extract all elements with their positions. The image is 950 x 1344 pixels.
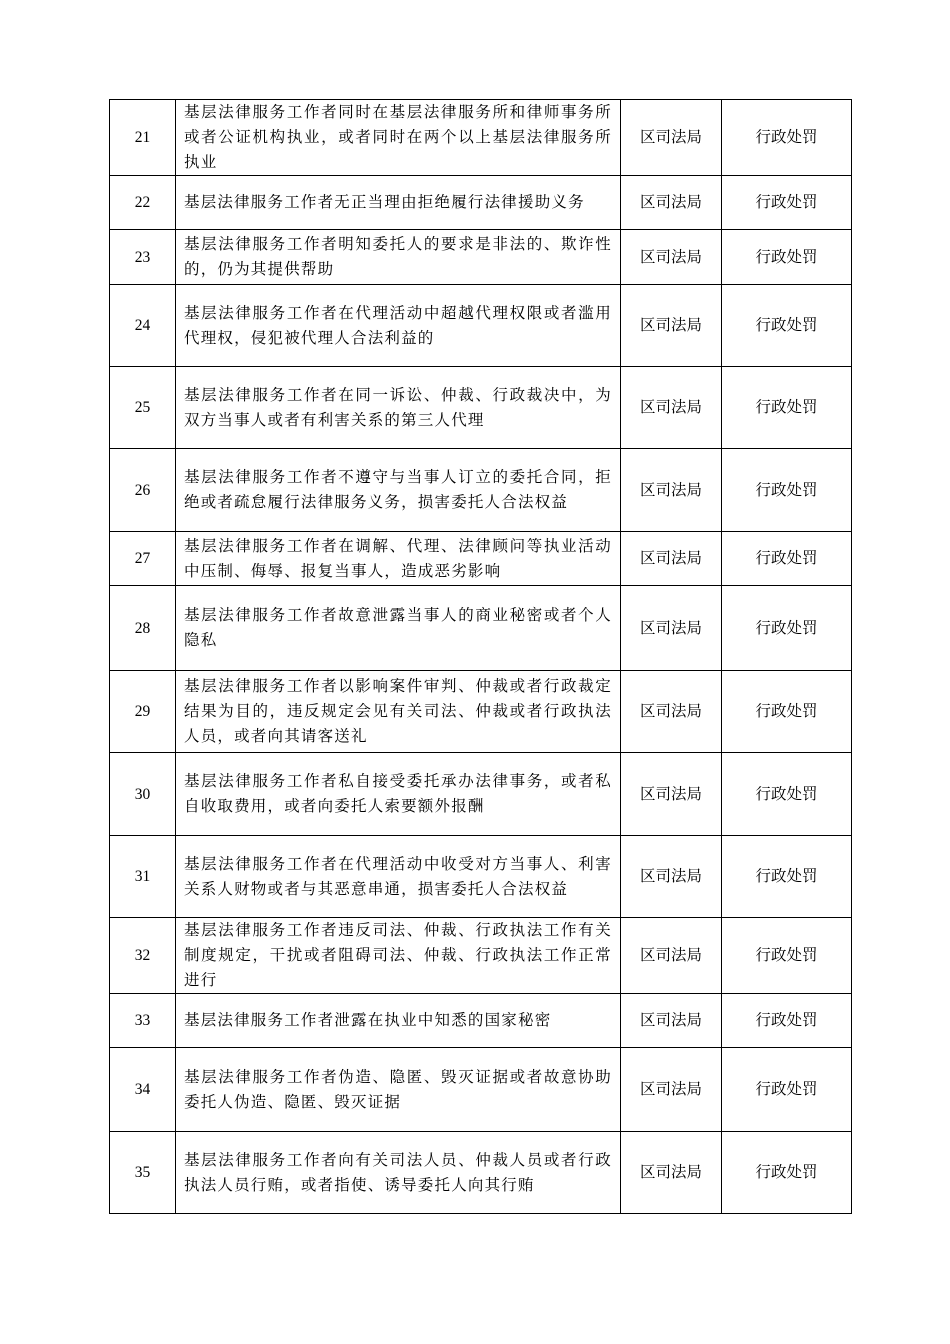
row-description: 基层法律服务工作者同时在基层法律服务所和律师事务所或者公证机构执业，或者同时在两个以上基层法律服务所执业 (176, 100, 621, 176)
row-description: 基层法律服务工作者在代理活动中收受对方当事人、利害关系人财物或者与其恶意串通，损害委托人合法权益 (176, 836, 621, 918)
row-description: 基层法律服务工作者在同一诉讼、仲裁、行政裁决中，为双方当事人或者有利害关系的第三人代理 (176, 367, 621, 449)
row-type: 行政处罚 (722, 1048, 852, 1132)
table-row (110, 449, 852, 532)
row-type: 行政处罚 (722, 994, 852, 1048)
table-row (110, 918, 852, 994)
row-number: 31 (110, 836, 176, 918)
row-type: 行政处罚 (722, 367, 852, 449)
row-description: 基层法律服务工作者在调解、代理、法律顾问等执业活动中压制、侮辱、报复当事人，造成恶劣影响 (176, 532, 621, 586)
row-type: 行政处罚 (722, 532, 852, 586)
table-row (110, 532, 852, 586)
row-department: 区司法局 (621, 1048, 722, 1132)
row-type: 行政处罚 (722, 1132, 852, 1214)
row-department: 区司法局 (621, 1132, 722, 1214)
row-number: 34 (110, 1048, 176, 1132)
row-number: 26 (110, 449, 176, 532)
table-row (110, 1132, 852, 1214)
row-number: 30 (110, 753, 176, 836)
table-row (110, 176, 852, 230)
row-number: 32 (110, 918, 176, 994)
row-number: 29 (110, 671, 176, 753)
table-row (110, 285, 852, 367)
row-description: 基层法律服务工作者泄露在执业中知悉的国家秘密 (176, 994, 621, 1048)
row-description: 基层法律服务工作者不遵守与当事人订立的委托合同，拒绝或者疏怠履行法律服务义务，损害委托人合法权益 (176, 449, 621, 532)
row-type: 行政处罚 (722, 176, 852, 230)
table-row (110, 836, 852, 918)
row-department: 区司法局 (621, 449, 722, 532)
row-department: 区司法局 (621, 100, 722, 176)
table-row (110, 994, 852, 1048)
table-row (110, 367, 852, 449)
row-department: 区司法局 (621, 532, 722, 586)
row-type: 行政处罚 (722, 836, 852, 918)
row-department: 区司法局 (621, 836, 722, 918)
row-description: 基层法律服务工作者无正当理由拒绝履行法律援助义务 (176, 176, 621, 230)
row-type: 行政处罚 (722, 449, 852, 532)
table-row (110, 100, 852, 176)
row-number: 25 (110, 367, 176, 449)
matters-table (109, 99, 852, 1214)
row-description: 基层法律服务工作者明知委托人的要求是非法的、欺诈性的，仍为其提供帮助 (176, 230, 621, 285)
row-type: 行政处罚 (722, 100, 852, 176)
row-type: 行政处罚 (722, 230, 852, 285)
row-type: 行政处罚 (722, 586, 852, 671)
row-department: 区司法局 (621, 994, 722, 1048)
row-department: 区司法局 (621, 753, 722, 836)
row-number: 21 (110, 100, 176, 176)
row-description: 基层法律服务工作者故意泄露当事人的商业秘密或者个人隐私 (176, 586, 621, 671)
row-number: 24 (110, 285, 176, 367)
row-department: 区司法局 (621, 367, 722, 449)
row-description: 基层法律服务工作者在代理活动中超越代理权限或者滥用代理权，侵犯被代理人合法利益的 (176, 285, 621, 367)
row-type: 行政处罚 (722, 753, 852, 836)
row-description: 基层法律服务工作者向有关司法人员、仲裁人员或者行政执法人员行贿，或者指使、诱导委托人向其行贿 (176, 1132, 621, 1214)
matters-table-body (110, 100, 852, 1214)
row-description: 基层法律服务工作者伪造、隐匿、毁灭证据或者故意协助委托人伪造、隐匿、毁灭证据 (176, 1048, 621, 1132)
table-row (110, 1048, 852, 1132)
row-department: 区司法局 (621, 671, 722, 753)
table-row (110, 753, 852, 836)
row-department: 区司法局 (621, 918, 722, 994)
row-type: 行政处罚 (722, 918, 852, 994)
row-number: 35 (110, 1132, 176, 1214)
row-department: 区司法局 (621, 230, 722, 285)
table-row (110, 230, 852, 285)
row-number: 27 (110, 532, 176, 586)
row-type: 行政处罚 (722, 285, 852, 367)
row-number: 23 (110, 230, 176, 285)
row-number: 22 (110, 176, 176, 230)
table-row (110, 671, 852, 753)
row-department: 区司法局 (621, 285, 722, 367)
row-department: 区司法局 (621, 176, 722, 230)
row-description: 基层法律服务工作者私自接受委托承办法律事务，或者私自收取费用，或者向委托人索要额外报酬 (176, 753, 621, 836)
row-number: 33 (110, 994, 176, 1048)
row-description: 基层法律服务工作者违反司法、仲裁、行政执法工作有关制度规定，干扰或者阻碍司法、仲裁、行政执法工作正常进行 (176, 918, 621, 994)
row-type: 行政处罚 (722, 671, 852, 753)
row-description: 基层法律服务工作者以影响案件审判、仲裁或者行政裁定结果为目的，违反规定会见有关司法、仲裁或者行政执法人员，或者向其请客送礼 (176, 671, 621, 753)
row-department: 区司法局 (621, 586, 722, 671)
row-number: 28 (110, 586, 176, 671)
table-row (110, 586, 852, 671)
